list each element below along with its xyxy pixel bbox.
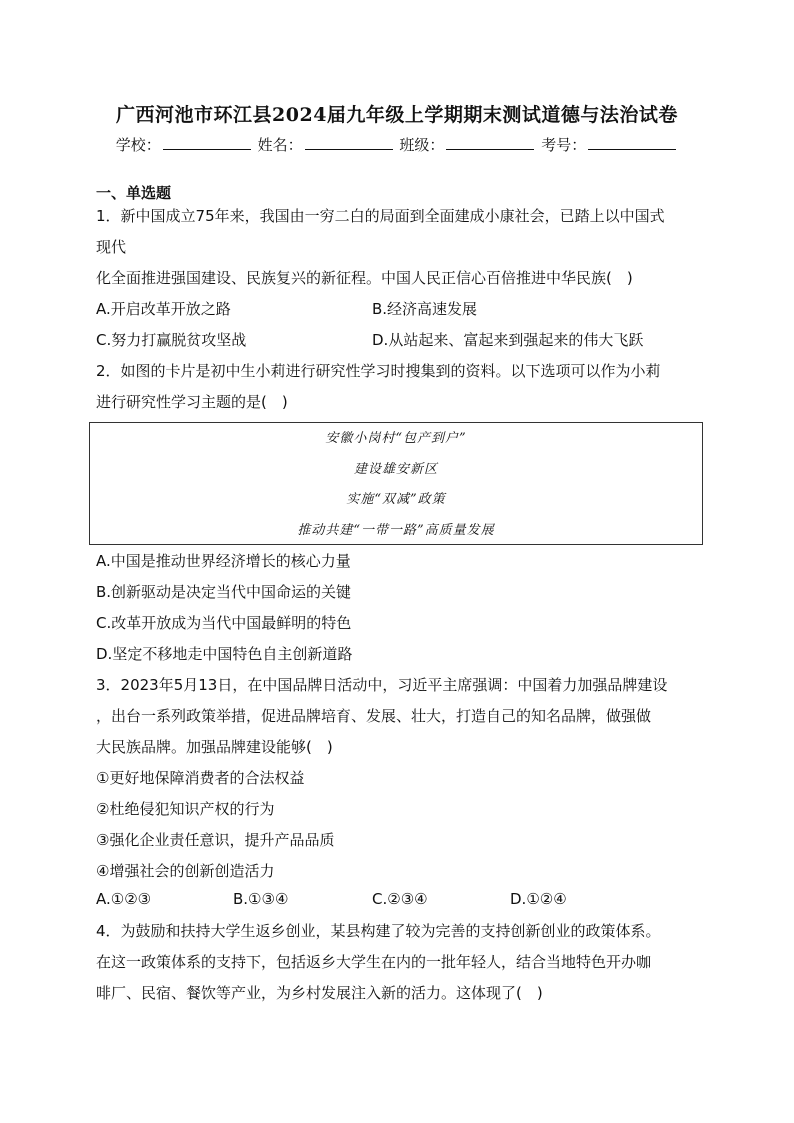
name-label: 姓名： bbox=[257, 136, 303, 154]
q3-stem-line2: ，出台一系列政策举措，促进品牌培育、发展、壮大，打造自己的知名品牌，做强做 bbox=[96, 707, 652, 725]
school-label: 学校： bbox=[115, 136, 161, 154]
q2-option-a[interactable]: A.中国是推动世界经济增长的核心力量 bbox=[96, 552, 351, 570]
q4-stem-line1: 4．为鼓励和扶持大学生返乡创业，某县构建了较为完善的支持创新创业的政策体系。 bbox=[96, 922, 661, 940]
q1-stem-line2: 现代 bbox=[96, 238, 127, 256]
name-blank[interactable] bbox=[305, 137, 393, 150]
card-line: 实施“双减”政策 bbox=[346, 492, 446, 507]
q4-stem-line3: 啡厂、民宿、餐饮等产业，为乡村发展注入新的活力。这体现了( ) bbox=[96, 984, 543, 1002]
q3-option-d[interactable]: D.①②④ bbox=[510, 890, 567, 908]
q3-statement-1: ①更好地保障消费者的合法权益 bbox=[96, 769, 305, 787]
q1-option-c[interactable]: C.努力打赢脱贫攻坚战 bbox=[96, 331, 247, 349]
q3-statement-3: ③强化企业责任意识，提升产品品质 bbox=[96, 831, 335, 849]
q3-option-a[interactable]: A.①②③ bbox=[96, 890, 152, 908]
q1-option-a[interactable]: A.开启改革开放之路 bbox=[96, 300, 231, 318]
card-line: 建设雄安新区 bbox=[353, 462, 438, 477]
class-blank[interactable] bbox=[446, 137, 534, 150]
q3-statement-2: ②杜绝侵犯知识产权的行为 bbox=[96, 800, 275, 818]
q2-option-b[interactable]: B.创新驱动是决定当代中国命运的关键 bbox=[96, 583, 352, 601]
q3-statement-4: ④增强社会的创新创造活力 bbox=[96, 862, 275, 880]
section-heading: 一、单选题 bbox=[96, 184, 172, 202]
q3-stem-line3: 大民族品牌。加强品牌建设能够( ) bbox=[96, 738, 333, 756]
q2-option-c[interactable]: C.改革开放成为当代中国最鲜明的特色 bbox=[96, 614, 352, 632]
q1-stem-line1: 1．新中国成立75年来，我国由一穷二白的局面到全面建成小康社会，已踏上以中国式 bbox=[96, 207, 665, 225]
q3-option-b[interactable]: B.①③④ bbox=[233, 890, 289, 908]
q1-option-d[interactable]: D.从站起来、富起来到强起来的伟大飞跃 bbox=[372, 331, 644, 349]
number-blank[interactable] bbox=[588, 137, 676, 150]
q1-stem-line3: 化全面推进强国建设、民族复兴的新征程。中国人民正信心百倍推进中华民族( ) bbox=[96, 269, 633, 287]
exam-title: 广西河池市环江县2024届九年级上学期期末测试道德与法治试卷 bbox=[116, 104, 678, 126]
q1-option-b[interactable]: B.经济高速发展 bbox=[372, 300, 478, 318]
q4-stem-line2: 在这一政策体系的支持下，包括返乡大学生在内的一批年轻人，结合当地特色开办咖 bbox=[96, 953, 652, 971]
school-blank[interactable] bbox=[163, 137, 251, 150]
q3-stem-line1: 3．2023年5月13日，在中国品牌日活动中，习近平主席强调：中国着力加强品牌建设 bbox=[96, 676, 668, 694]
card-line: 推动共建“一带一路”高质量发展 bbox=[297, 523, 495, 538]
q3-option-c[interactable]: C.②③④ bbox=[372, 890, 428, 908]
card-line: 安徽小岗村“包产到户” bbox=[325, 431, 467, 446]
q2-option-d[interactable]: D.坚定不移地走中国特色自主创新道路 bbox=[96, 645, 353, 663]
q2-stem-line1: 2．如图的卡片是初中生小莉进行研究性学习时搜集到的资料。以下选项可以作为小莉 bbox=[96, 362, 661, 380]
student-info-row bbox=[0, 134, 794, 155]
number-label: 考号： bbox=[541, 136, 587, 154]
q2-stem-line2: 进行研究性学习主题的是( ) bbox=[96, 393, 288, 411]
info-card bbox=[89, 422, 703, 545]
class-label: 班级： bbox=[399, 136, 445, 154]
